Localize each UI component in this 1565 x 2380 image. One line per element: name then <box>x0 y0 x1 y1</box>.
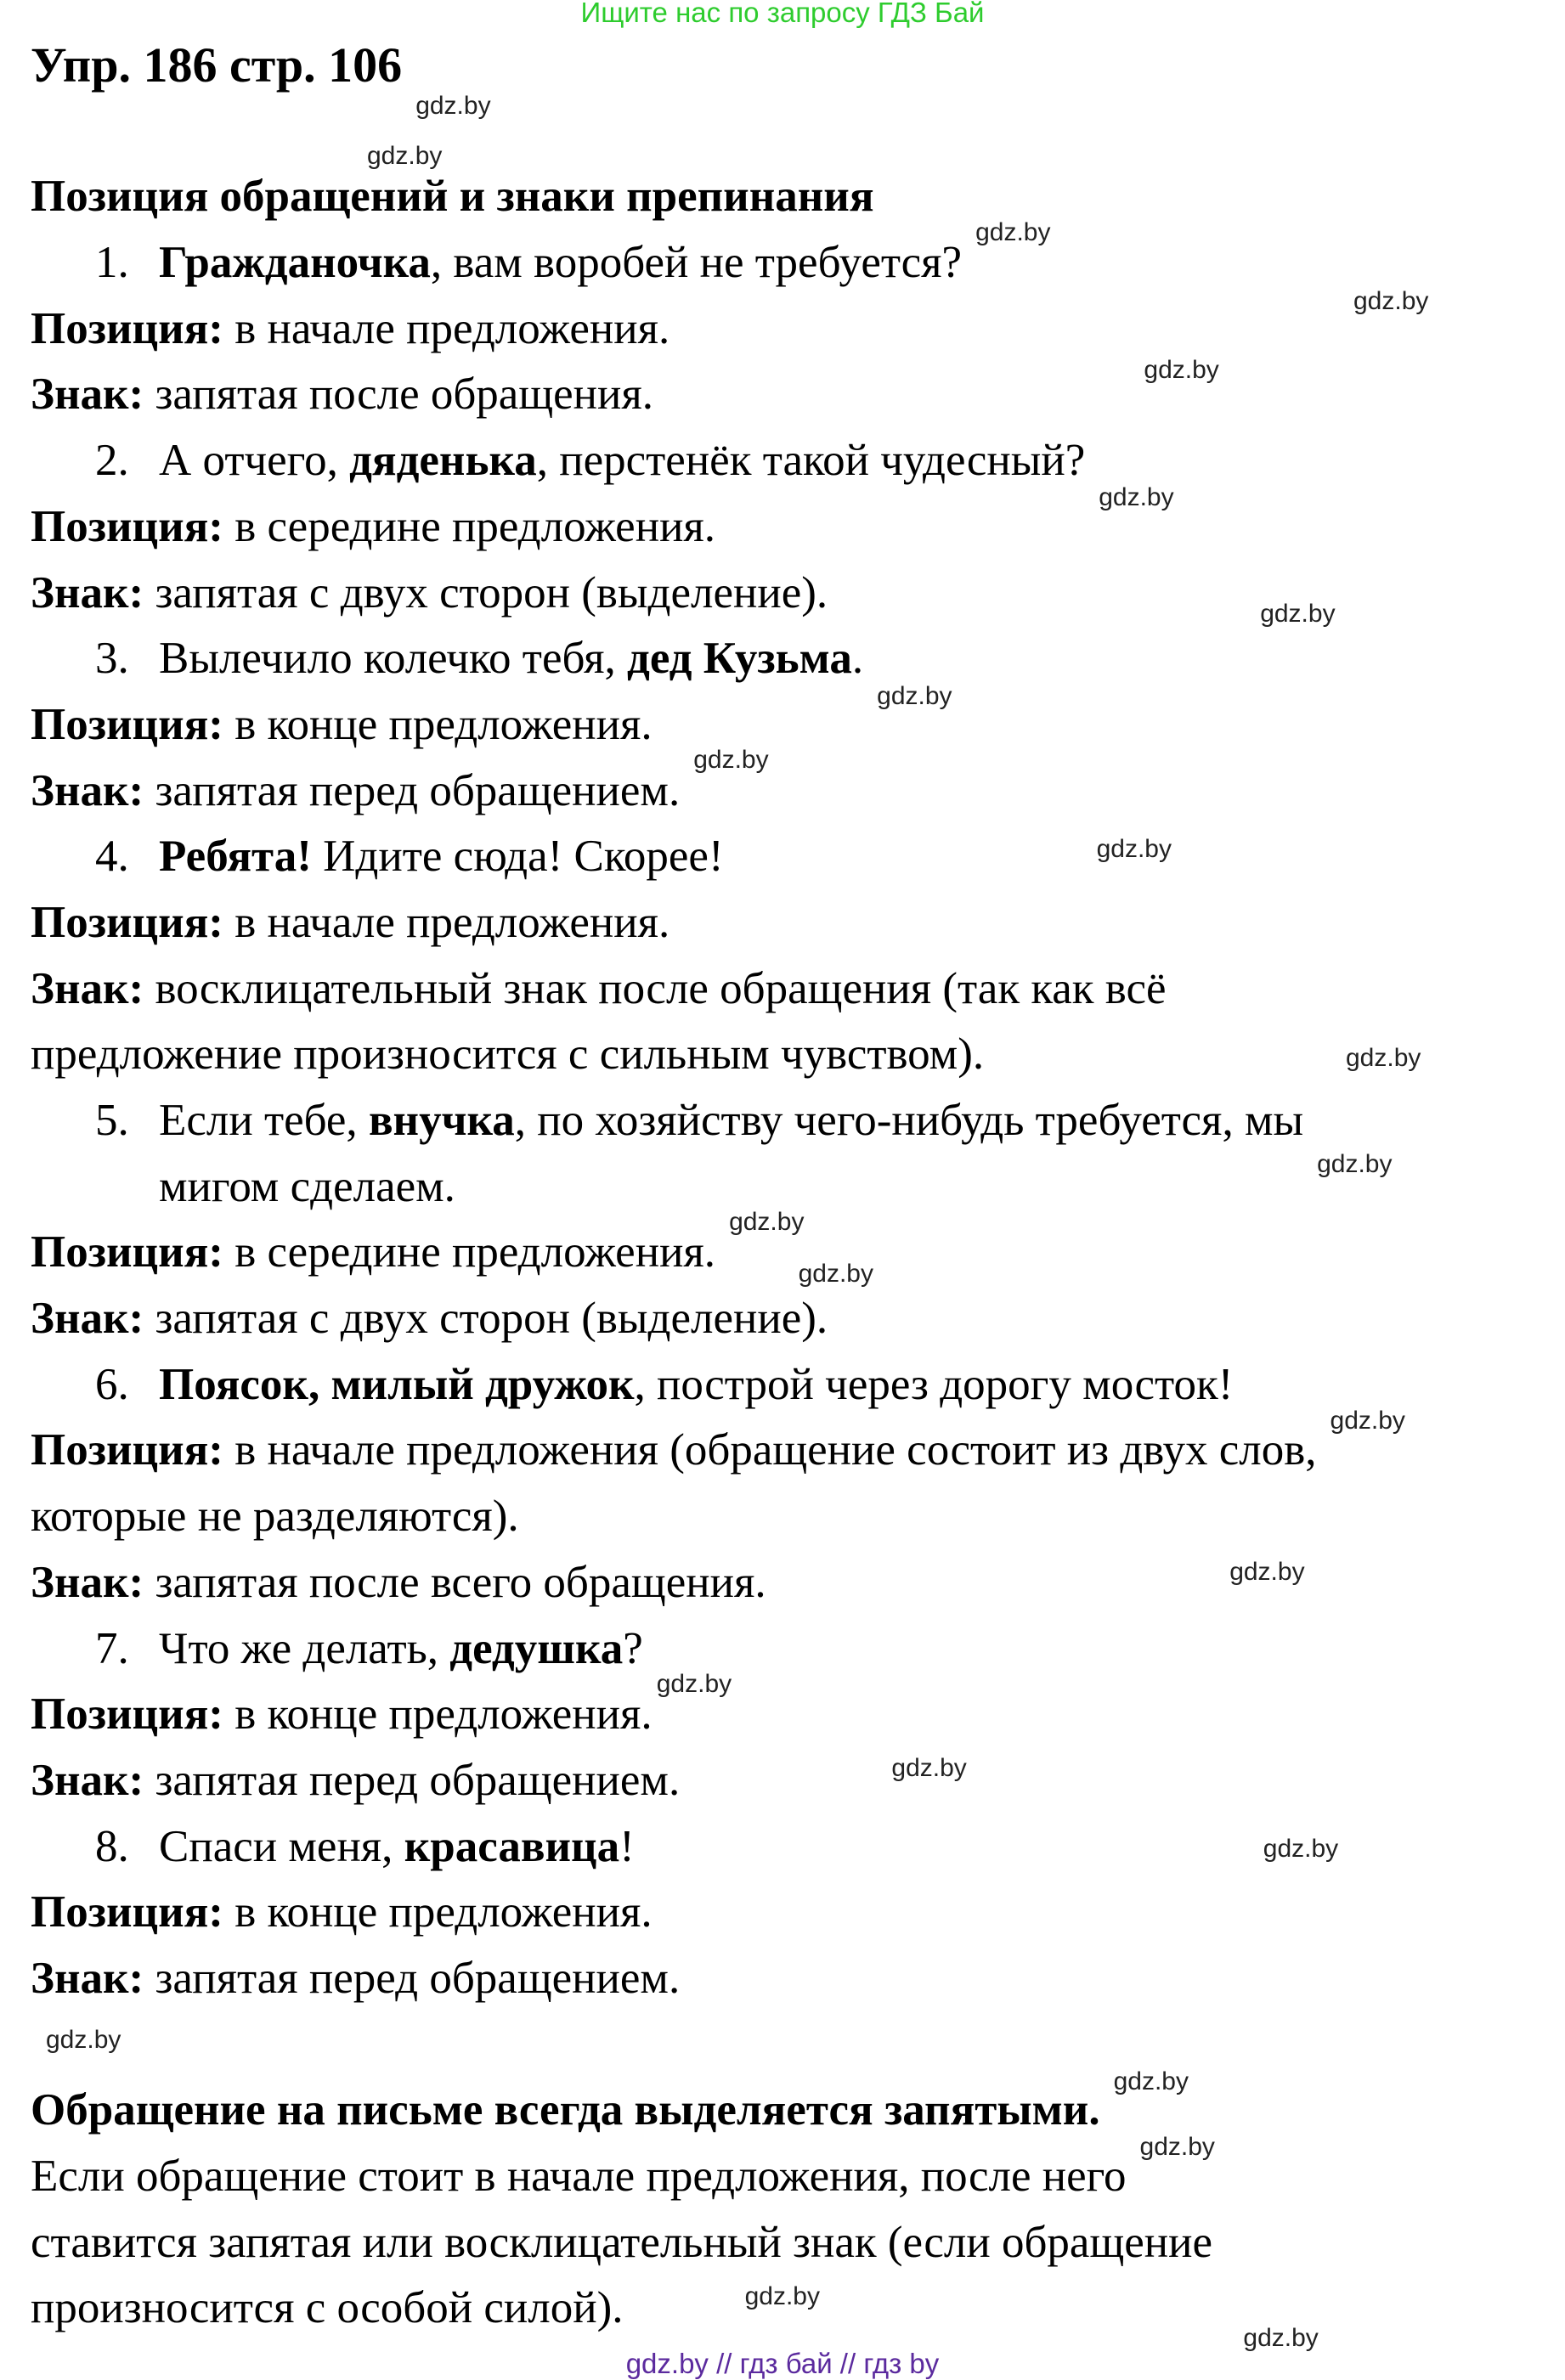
watermark: gdz.by <box>1099 482 1174 511</box>
text: запятая с двух сторон (выделение). <box>144 567 828 618</box>
watermark: gdz.by <box>1353 287 1429 316</box>
bold-text: Знак: <box>31 1953 144 2003</box>
text-line <box>31 362 653 428</box>
text: в конце предложения. <box>223 1887 653 1937</box>
bold-text: Знак: <box>31 1557 144 1607</box>
text: запятая перед обращением. <box>144 765 681 815</box>
text: в середине предложения. <box>223 1227 716 1277</box>
text-line <box>31 956 1167 1023</box>
text-line <box>31 1946 680 2012</box>
watermark: gdz.by <box>1243 2324 1319 2352</box>
bold-text: Гражданочка <box>159 238 431 288</box>
bold-text: Знак: <box>31 1294 144 1344</box>
text: , вам воробей не требуется? <box>430 238 963 288</box>
text-line <box>31 1484 519 1550</box>
text: в середине предложения. <box>223 501 716 551</box>
page-title <box>31 32 402 99</box>
numbered-sentence <box>31 1616 643 1683</box>
text: мигом сделаем. <box>159 1161 455 1211</box>
numbered-sentence <box>31 1088 1303 1154</box>
bold-text: Упр. 186 стр. 106 <box>31 37 403 93</box>
item-number: 4. <box>95 832 129 882</box>
watermark: gdz.by <box>729 1208 805 1236</box>
text-line <box>31 1418 1317 1484</box>
text: , перстенёк такой чудесный? <box>536 436 1086 486</box>
text-line <box>31 1748 680 1814</box>
bold-text: дяденька <box>349 436 537 486</box>
numbered-sentence <box>31 824 724 890</box>
numbered-sentence <box>31 1352 1233 1418</box>
text: запятая с двух сторон (выделение). <box>144 1294 828 1344</box>
numbered-sentence <box>31 230 962 296</box>
text: , по хозяйству чего-нибудь требуется, мы <box>514 1096 1304 1145</box>
watermark: gdz.by <box>367 142 443 171</box>
item-number: 2. <box>95 436 129 486</box>
bold-text: Обращение на письме всегда выделяется запятыми. <box>31 2085 1100 2135</box>
text: ? <box>623 1623 643 1673</box>
text-line <box>31 759 680 825</box>
text-line <box>31 692 653 759</box>
watermark: gdz.by <box>1144 356 1219 385</box>
text: запятая перед обращением. <box>144 1755 681 1805</box>
text: запятая после обращения. <box>144 369 654 420</box>
text-line <box>31 1286 828 1352</box>
text-line <box>31 1022 984 1088</box>
text: Если тебе, <box>159 1096 369 1145</box>
footer-links: gdz.by // гдз бай // гдз by <box>625 2348 940 2379</box>
watermark: gdz.by <box>891 1753 967 1782</box>
bold-text: Позиция: <box>31 1887 223 1937</box>
text: в начале предложения. <box>223 303 670 353</box>
text-line <box>31 2210 1212 2276</box>
watermark: gdz.by <box>1139 2133 1215 2161</box>
bold-text: Позиция: <box>31 501 223 551</box>
text: запятая после всего обращения. <box>144 1557 766 1607</box>
bold-text: дед Кузьма <box>627 634 852 684</box>
bold-text: Знак: <box>31 765 144 815</box>
bold-text: красавица <box>404 1821 620 1871</box>
bold-text: Позиция обращений и знаки препинания <box>31 172 874 222</box>
watermark: gdz.by <box>798 1260 873 1289</box>
document-body <box>31 32 1543 2342</box>
watermark: gdz.by <box>1260 599 1336 628</box>
watermark: gdz.by <box>975 218 1051 247</box>
text: , построй через дорогу мосток! <box>634 1359 1234 1409</box>
bold-text: Поясок, милый дружок <box>159 1359 635 1409</box>
text: запятая перед обращением. <box>144 1953 681 2003</box>
text: восклицательный знак после обращения (так как всё <box>144 963 1167 1013</box>
text: Идите сюда! Скорее! <box>311 832 724 882</box>
watermark: gdz.by <box>46 2026 121 2054</box>
text-line <box>31 2078 1100 2144</box>
text: предложение произносится с сильным чувством). <box>31 1029 985 1080</box>
item-number: 6. <box>95 1359 129 1409</box>
watermark: gdz.by <box>1346 1044 1421 1073</box>
item-number: 3. <box>95 634 129 684</box>
bold-text: Позиция: <box>31 1689 223 1740</box>
text-line <box>31 890 670 956</box>
item-number: 1. <box>95 238 129 288</box>
bold-text: Знак: <box>31 963 144 1013</box>
watermark: gdz.by <box>415 92 491 120</box>
text-line <box>31 2276 624 2342</box>
text: в начале предложения. <box>223 897 670 947</box>
text-line <box>31 1682 653 1748</box>
text-line <box>31 1550 766 1616</box>
text-line <box>31 561 828 627</box>
watermark: gdz.by <box>1113 2067 1189 2095</box>
numbered-sentence <box>31 1814 635 1881</box>
bold-text: Знак: <box>31 567 144 618</box>
bold-text: Позиция: <box>31 303 223 353</box>
text-line <box>31 2144 1127 2210</box>
text-line <box>31 296 670 363</box>
text: в начале предложения (обращение состоит из двух слов, <box>223 1425 1317 1475</box>
text: . <box>851 634 864 684</box>
numbered-sentence <box>31 626 863 692</box>
text-line <box>31 1154 455 1221</box>
text: Спаси меня, <box>159 1821 404 1871</box>
text: Если обращение стоит в начале предложения, после него <box>31 2152 1127 2201</box>
bold-text: Знак: <box>31 1755 144 1805</box>
watermark: gdz.by <box>1263 1835 1339 1863</box>
bold-text: Позиция: <box>31 1425 223 1475</box>
item-number: 8. <box>95 1821 129 1871</box>
watermark: gdz.by <box>1330 1407 1405 1435</box>
numbered-sentence <box>31 428 1085 494</box>
watermark: gdz.by <box>1229 1558 1305 1587</box>
text: Вылечило колечко тебя, <box>159 634 628 684</box>
text-line <box>31 1220 715 1286</box>
text: которые не разделяются). <box>31 1492 519 1542</box>
text: Что же делать, <box>159 1623 450 1673</box>
text: А отчего, <box>159 436 350 486</box>
text-line <box>31 1880 653 1946</box>
watermark: gdz.by <box>744 2282 820 2311</box>
bold-text: Позиция: <box>31 897 223 947</box>
bold-text: Знак: <box>31 369 144 420</box>
watermark: gdz.by <box>1317 1149 1393 1178</box>
text-line <box>31 164 874 230</box>
watermark: gdz.by <box>877 681 952 710</box>
watermark: gdz.by <box>1096 834 1172 863</box>
search-banner: Ищите нас по запросу ГДЗ Бай <box>580 0 985 28</box>
bold-text: внучка <box>368 1096 515 1145</box>
text: в конце предложения. <box>223 699 653 749</box>
watermark: gdz.by <box>656 1669 732 1698</box>
bold-text: Позиция: <box>31 1227 223 1277</box>
bold-text: Ребята! <box>159 832 312 882</box>
item-number: 7. <box>95 1623 129 1673</box>
bold-text: дедушка <box>449 1623 624 1673</box>
text: в конце предложения. <box>223 1689 653 1740</box>
item-number: 5. <box>95 1096 129 1145</box>
watermark: gdz.by <box>693 746 769 775</box>
text: произносится с особой силой). <box>31 2283 624 2333</box>
text-line <box>31 494 715 561</box>
text: ! <box>619 1821 635 1871</box>
text: ставится запятая или восклицательный знак (если обращение <box>31 2217 1213 2267</box>
bold-text: Позиция: <box>31 699 223 749</box>
